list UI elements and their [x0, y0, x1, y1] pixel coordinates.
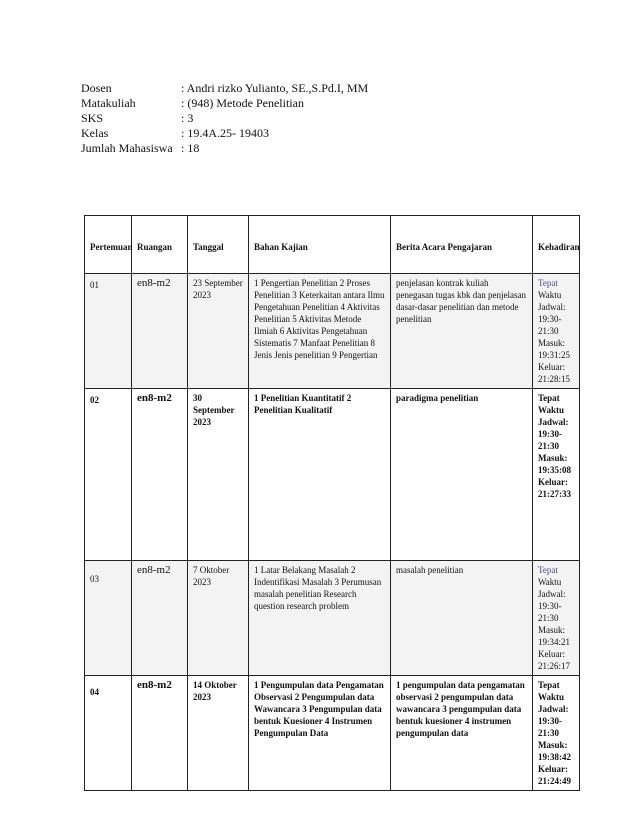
keluar-text: Keluar: 21:26:17 [538, 649, 571, 671]
masuk-text: Masuk: 19:35:08 [538, 453, 571, 475]
keluar-text: Keluar: 21:28:15 [538, 362, 571, 384]
dosen-value: : Andri rizko Yulianto, SE.,S.Pd.I, MM [181, 81, 369, 95]
kelas-label: Kelas [81, 126, 109, 140]
cell-berita-acara: penjelasan kontrak kuliah penegasan tugas kbk dan penjelasan dasar-dasar penelitian dan metode penelitian [391, 274, 533, 389]
cell-kehadiran [533, 676, 580, 791]
masuk-text: Masuk: 19:31:25 [538, 338, 571, 360]
cell-berita-acara: 1 pengumpulan data pengamatan observasi 2 pengumpulan data wawancara 3 pengumpulan data bentuk kuesioner 4 instrumen pengumpulan data [391, 676, 533, 791]
cell-tanggal: 30 September 2023 [188, 389, 249, 561]
status-rest: Waktu [538, 692, 565, 702]
dosen-label: Dosen [81, 81, 112, 95]
info-row-kelas [81, 126, 368, 141]
cell-pertemuan: 02 [85, 389, 132, 561]
cell-tanggal: 23 September 2023 [188, 274, 249, 389]
info-row-dosen [81, 81, 368, 96]
col-header-ruangan: Ruangan [132, 216, 188, 274]
keluar-text: Keluar: 21:27:33 [538, 477, 571, 499]
cell-ruangan: en8-m2 [132, 389, 188, 561]
table-row [85, 274, 580, 389]
cell-pertemuan: 04 [85, 676, 132, 791]
cell-kehadiran [533, 561, 580, 676]
table-row [85, 561, 580, 676]
col-header-berita-acara: Berita Acara Pengajaran [391, 216, 533, 274]
table-header-row [85, 216, 580, 274]
status-rest: Waktu [538, 577, 562, 587]
attendance-table [84, 215, 580, 791]
jadwal-text: Jadwal: 19:30-21:30 [538, 704, 569, 738]
cell-tanggal: 14 Oktober 2023 [188, 676, 249, 791]
col-header-pertemuan: Pertemuan [85, 216, 132, 274]
cell-bahan-kajian: 1 Pengertian Penelitian 2 Proses Penelitian 3 Keterkaitan antara Ilmu Pengetahuan Penelitian 4 Aktivitas Penelitian 5 Aktivitas Metode Ilmiah 6 Aktivitas Pengetahuan Sistematis 7 Manfaat Penelitian 8 Jenis Jenis penelitian 9 Pengertian [249, 274, 391, 389]
matakuliah-label: Matakuliah [81, 96, 136, 110]
status-rest: Waktu [538, 290, 562, 300]
cell-bahan-kajian: 1 Penelitian Kuantitatif 2 Penelitian Kualitatif [249, 389, 391, 561]
sks-label: SKS [81, 111, 104, 125]
info-row-matakuliah [81, 96, 368, 111]
keluar-text: Keluar: 21:24:49 [538, 764, 571, 786]
masuk-text: Masuk: 19:38:42 [538, 740, 571, 762]
jadwal-text: Jadwal: 19:30-21:30 [538, 589, 566, 623]
masuk-text: Masuk: 19:34:21 [538, 625, 571, 647]
table-row [85, 389, 580, 561]
cell-pertemuan: 01 [85, 274, 132, 389]
info-row-jumlah [81, 141, 368, 156]
cell-kehadiran [533, 274, 580, 389]
cell-berita-acara: paradigma penelitian [391, 389, 533, 561]
matakuliah-value: : (948) Metode Penelitian [181, 96, 304, 110]
jadwal-text: Jadwal: 19:30-21:30 [538, 417, 569, 451]
cell-tanggal: 7 Oktober 2023 [188, 561, 249, 676]
status-tepat: Tepat [538, 393, 560, 403]
jumlah-label: Jumlah Mahasiswa [81, 141, 173, 155]
status-tepat: Tepat [538, 565, 558, 575]
jumlah-value: : 18 [181, 141, 200, 155]
cell-kehadiran [533, 389, 580, 561]
cell-bahan-kajian: 1 Latar Belakang Masalah 2 Indentifikasi Masalah 3 Perumusan masalah penelitian Research question research problem [249, 561, 391, 676]
cell-ruangan: en8-m2 [132, 274, 188, 389]
cell-bahan-kajian: 1 Pengumpulan data Pengamatan Observasi 2 Pengumpulan data Wawancara 3 Pengumpulan data bentuk Kuesioner 4 Instrumen Pengumpulan Data [249, 676, 391, 791]
cell-berita-acara: masalah penelitian [391, 561, 533, 676]
col-header-kehadiran: Kehadiran [533, 216, 580, 274]
jadwal-text: Jadwal: 19:30-21:30 [538, 302, 566, 336]
status-tepat: Tepat [538, 680, 560, 690]
cell-pertemuan: 03 [85, 561, 132, 676]
info-row-sks [81, 111, 368, 126]
col-header-bahan-kajian: Bahan Kajian [249, 216, 391, 274]
course-info [81, 81, 368, 156]
cell-ruangan: en8-m2 [132, 676, 188, 791]
col-header-tanggal: Tanggal [188, 216, 249, 274]
kelas-value: : 19.4A.25- 19403 [181, 126, 269, 140]
cell-ruangan: en8-m2 [132, 561, 188, 676]
status-tepat: Tepat [538, 278, 558, 288]
status-rest: Waktu [538, 405, 565, 415]
sks-value: : 3 [181, 111, 194, 125]
table-row [85, 676, 580, 791]
